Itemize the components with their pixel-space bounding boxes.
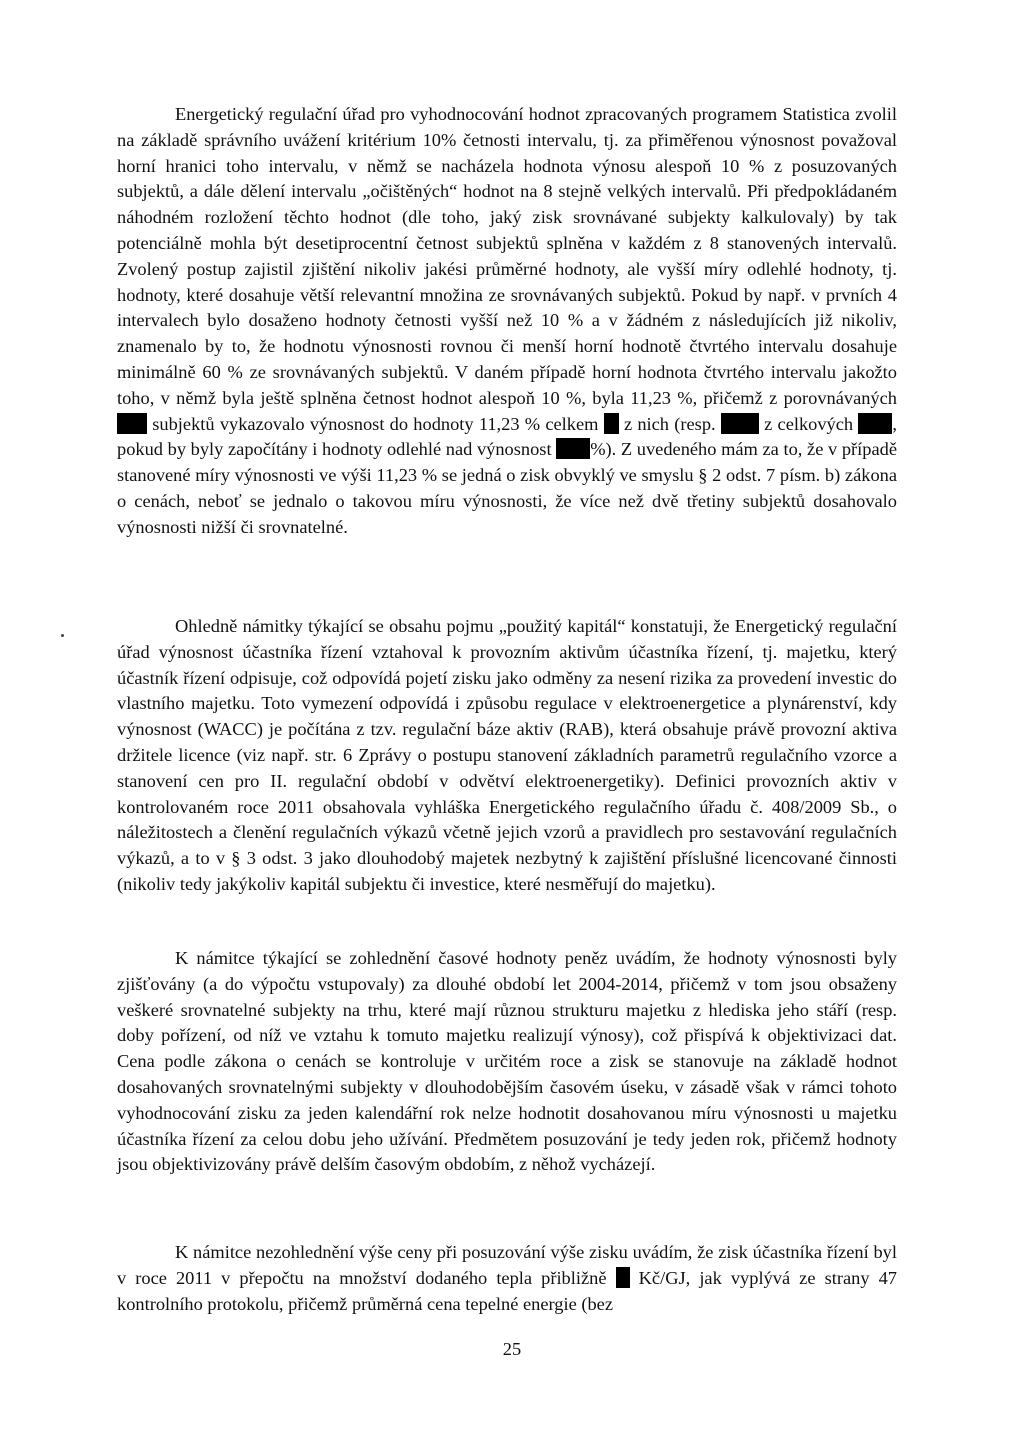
paragraph-text: %). Z uvedeného mám za to, že v případě stanovené míry výnosnosti ve výši 11,23 % se jedná o zisk obvyklý ve smyslu § 2 odst. 7 písm. b) zákona o cenách, neboť se jednalo o takovou míru výnosnosti, že více než dvě třetiny subjektů dosahovalo výnosnosti nižší či srovnatelné.	[117, 439, 897, 537]
paragraph-price	[117, 1240, 897, 1317]
paragraph-text: z nich (resp.	[623, 413, 716, 434]
paragraph-text: subjektů vykazovalo výnosnost do hodnoty 11,23 % celkem	[152, 413, 599, 434]
paragraph-text: Kč/GJ, jak vyplývá ze strany 47 kontrolního protokolu, přičemž průměrná cena tepelné energie (bez	[117, 1267, 897, 1314]
redaction-block	[858, 413, 892, 434]
redaction-block	[721, 413, 759, 434]
paragraph-methodology	[117, 102, 897, 541]
paragraph-used-capital: Ohledně námitky týkající se obsahu pojmu „použitý kapitál“ konstatuji, že Energetický regulační úřad výnosnost účastníka řízení vztahoval k provozním aktivům účastníka řízení, tj. majetku, který účastník řízení odpisuje, což odpovídá pojetí zisku jako odměny za nesení rizika za provedení investic do vlastního majetku. Toto vymezení odpovídá i způsobu regulace v elektroenergetice a plynárenství, kdy výnosnost (WACC) je počítána z tzv. regulační báze aktiv (RAB), která obsahuje právě provozní aktiva držitele licence (viz např. str. 6 Zprávy o postupu stanovení základních parametrů regulačního vzorce a stanovení cen pro II. regulační období v odvětví elektroenergetiky). Definici provozních aktiv v kontrolovaném roce 2011 obsahovala vyhláška Energetického regulačního úřadu č. 408/2009 Sb., o náležitostech a členění regulačních výkazů včetně jejich vzorů a pravidlech pro sestavování regulačních výkazů, a to v § 3 odst. 3 jako dlouhodobý majetek nezbytný k zajištění příslušné licencované činnosti (nikoliv tedy jakýkoliv kapitál subjektu či investice, které nesměřují do majetku).	[117, 616, 897, 894]
page-number: 25	[502, 1339, 522, 1359]
redaction-block	[117, 413, 147, 434]
margin-mark	[61, 634, 64, 637]
redaction-block	[616, 1267, 630, 1288]
paragraph-text: K námitce nezohlednění výše ceny při posuzování výše zisku uvádím, že zisk účastníka řízení byl v roce 2011 v přepočtu na množství dodaného tepla přibližně	[117, 1242, 897, 1288]
redaction-block	[556, 438, 590, 459]
paragraph-text: z celkových	[764, 413, 854, 434]
paragraph-text: Energetický regulační úřad pro vyhodnocování hodnot zpracovaných programem Statistica zvolil na základě správního uvážení kritérium 10% četnosti intervalu, tj. za přiměřenou výnosnost považoval horní hranici toho intervalu, v němž se nacházela hodnota výnosu alespoň 10 % z posuzovaných subjektů, a dále dělení intervalu „očištěných“ hodnot na 8 stejně velkých intervalů. Při předpokládaném náhodném rozložení těchto hodnot (dle toho, jaký zisk srovnávané subjekty kalkulovaly) by tak potenciálně mohla být desetiprocentní četnost subjektů splněna v každém z 8 stanovených intervalů. Zvolený postup zajistil zjištění nikoliv jakési průměrné hodnoty, ale vyšší míry odlehlé hodnoty, tj. hodnoty, které dosahuje větší relevantní množina ze srovnávaných subjektů. Pokud by např. v prvních 4 intervalech bylo dosaženo hodnoty četnosti vyšší než 10 % a v žádném z následujících již nikoliv, znamenalo by to, že hodnotu výnosnosti rovnou či menší horní hodnotě čtvrtého intervalu dosahuje minimálně 60 % ze srovnávaných subjektů. V daném případě horní hodnota čtvrtého intervalu jakožto toho, v němž byla ještě splněna četnost hodnot alespoň 10 %, byla 11,23 %, přičemž z porovnávaných	[117, 104, 897, 408]
paragraph-time-value: K námitce týkající se zohlednění časové hodnoty peněz uvádím, že hodnoty výnosnosti byly zjišťovány (a do výpočtu vstupovaly) za dlouhé období let 2004-2014, přičemž v tom jsou obsaženy veškeré srovnatelné subjekty na trhu, které mají různou strukturu majetku z hlediska jeho stáří (resp. doby pořízení, od níž ve vztahu k tomuto majetku realizují výnosy), což přispívá k objektivizaci dat. Cena podle zákona o cenách se kontroluje v určitém roce a zisk se stanovuje na základě hodnot dosahovaných srovnatelnými subjekty v dlouhodobějším časovém úseku, v zásadě však v rámci tohoto vyhodnocování zisku za jeden kalendářní rok nelze hodnotit dosahovanou míru výnosnosti u majetku účastníka řízení za celou dobu jeho užívání. Předmětem posuzování je tedy jeden rok, přičemž hodnoty jsou objektivizovány právě delším časovým obdobím, z něhož vycházejí.	[117, 948, 897, 1175]
redaction-block	[604, 413, 619, 434]
paragraph-text: , pokud by byly započítány i hodnoty odlehlé nad výnosnost	[117, 413, 897, 460]
